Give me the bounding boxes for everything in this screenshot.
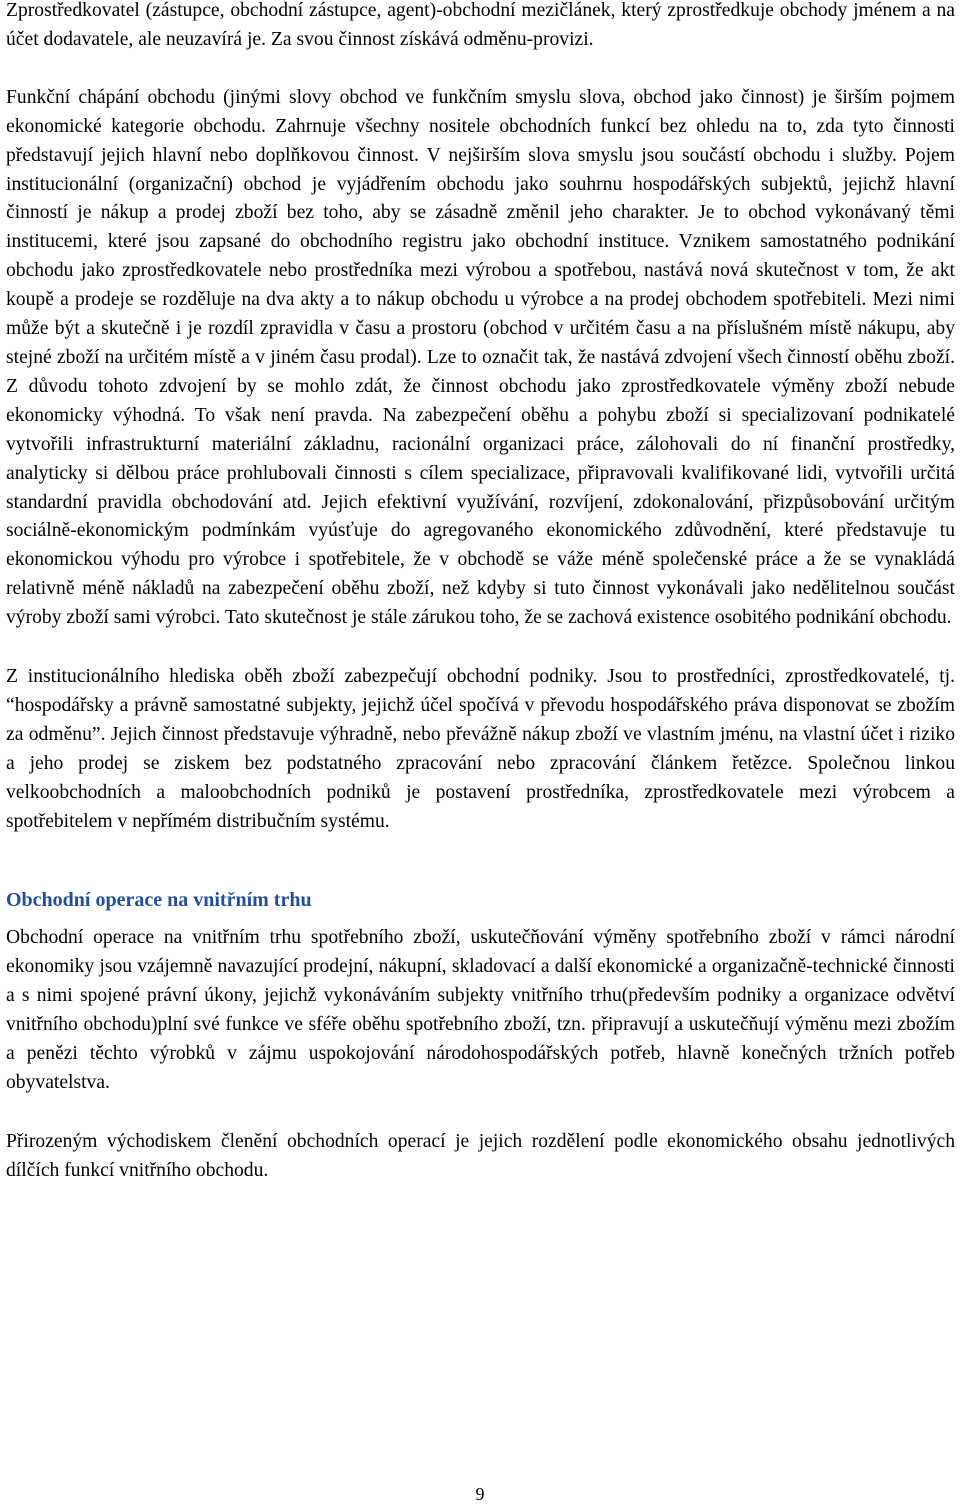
paragraph-institucionalni-hledisko: Z institucionálního hlediska oběh zboží zabezpečují obchodní podniky. Jsou to prostředníci, zprostředkovatelé, tj. “hospodářsky a právně samostatné subjekty, jejichž účel spočívá v převodu hospodářského práva disponovat se zbožím za odměnu”. Jejich činnost představuje výhradně, nebo převážně nákup zboží ve vlastním jménu, na vlastní účet i riziko a jeho prodej se ziskem bez podstatného zpracování nebo zpracování článkem řetězce. Společnou linkou velkoobchodních a maloobchodních podniků je postavení prostředníka, zprostředkovatele mezi výrobcem a spotřebitelem v nepřímém distribučním systému. [6, 666, 955, 832]
paragraph-zprostredkovatel: Zprostředkovatel (zástupce, obchodní zástupce, agent)-obchodní mezičlánek, který zprostředkuje obchody jménem a na účet dodavatele, ale neuzavírá je. Za svou činnost získává odměnu-provizi. [6, 0, 955, 50]
paragraph-obchodni-operace: Obchodní operace na vnitřním trhu spotřebního zboží, uskutečňování výměny spotřebního zboží v rámci národní ekonomiky jsou vzájemně navazující prodejní, nákupní, skladovací a další ekonomické a organizačně-technické činnosti a s nimi spojené právní úkony, jejichž vykonáváním subjekty vnitřního trhu(především podniky a organizace odvětví vnitřního obchodu)plní své funkce ve sféře oběhu spotřebního zboží, tzn. připravují a uskutečňují výměnu mezi zbožím a penězi těchto výrobků v zájmu uspokojování národohospodářských potřeb, hlavně konečných tržních potřeb obyvatelstva. [6, 927, 955, 1093]
paragraph-funkcni-chapani-obchodu: Funkční chápání obchodu (jinými slovy obchod ve funkčním smyslu slova, obchod jako činnost) je širším pojmem ekonomické kategorie obchodu. Zahrnuje všechny nositele obchodních funkcí bez ohledu na to, zda tyto činnosti představují jejich hlavní nebo doplňkovou činnost. V nejširším slova smyslu jsou součástí obchodu i služby. Pojem institucionální (organizační) obchod je vyjádřením obchodu jako souhrnu hospodářských subjektů, jejichž hlavní činností je nákup a prodej zboží bez toho, aby se zásadně změnil jeho charakter. Je to obchod vykonávaný těmi institucemi, které jsou zapsané do obchodního registru jako obchodní instituce. Vznikem samostatného podnikání obchodu jako zprostředkovatele nebo prostředníka mezi výrobou a spotřebou, nastává nová skutečnost v tom, že akt koupě a prodeje se rozděluje na dva akty a to nákup obchodu u výrobce a na prodej obchodem spotřebiteli. Mezi nimi může být a skutečně i je rozdíl zpravidla v času a prostoru (obchod v určitém času a na příslušném místě nákupu, aby stejné zboží na určitém místě a v jiném času prodal). Lze to označit tak, že nastává zdvojení všech činností oběhu zboží. Z důvodu tohoto zdvojení by se mohlo zdát, že činnost obchodu jako zprostředkovatele výměny zboží nebude ekonomicky výhodná. To však není pravda. Na zabezpečení oběhu a pohybu zboží si specializovaní podnikatelé vytvořili infrastrukturní materiální základnu, racionální organizaci práce, zálohovali do ní finanční prostředky, analyticky si dělbou práce prohlubovali činnosti s cílem specializace, připravovali kvalifikované lidi, vytvořili určitá standardní pravidla obchodování atd. Jejich efektivní využívání, rozvíjení, zdokonalování, přizpůsobování určitým sociálně-ekonomickým podmínkám vyúsťuje do agregovaného ekonomického zdůvodnění, které představuje tu ekonomickou výhodu pro výrobce i spotřebitele, že v obchodě se váže méně společenské práce a že se vynakládá relativně méně nákladů na zabezpečení oběhu zboží, než kdyby si tuto činnost vykonávali jako nedělitelnou součást výroby zboží sami výrobci. Tato skutečnost je stále zárukou toho, že se zachová existence osobitého podnikání obchodu. [6, 86, 955, 629]
page-number: 9 [475, 1484, 485, 1504]
document-page [6, 0, 955, 1186]
paragraph-cleneni-operaci: Přirozeným východiskem členění obchodních operací je jejich rozdělení podle ekonomického obsahu jednotlivých dílčích funkcí vnitřního obchodu. [6, 1130, 955, 1181]
section-heading: Obchodní operace na vnitřním trhu [6, 889, 312, 912]
